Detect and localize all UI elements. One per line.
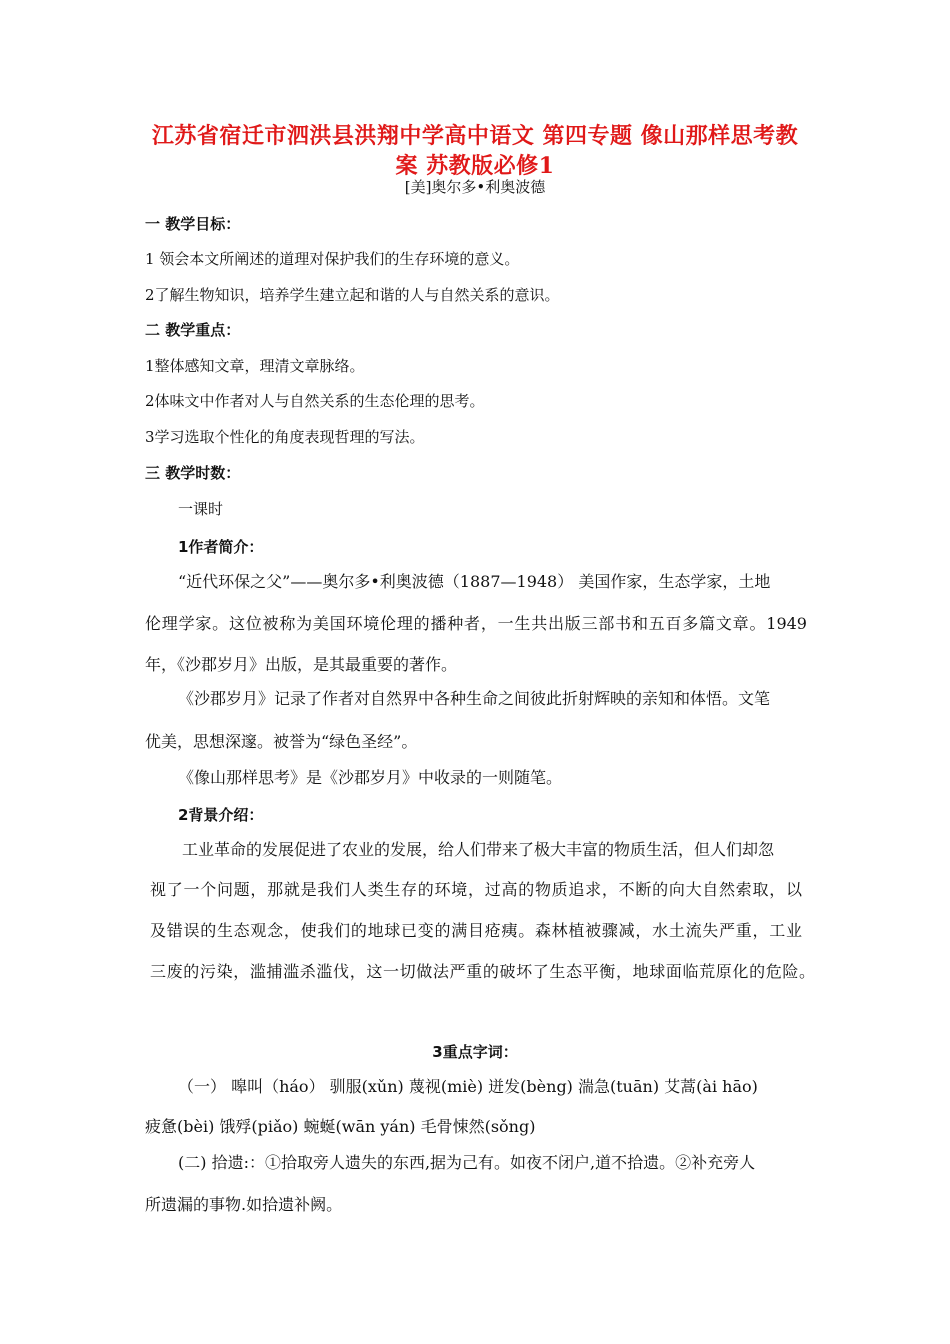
key-words-line: (二) 拾遗:：①拾取旁人遗失的东西,据为己有。如夜不闭户,道不拾遗。②补充旁人: [178, 1153, 756, 1172]
key-point-item: 1整体感知文章，理清文章脉络。: [145, 357, 365, 375]
key-words-heading: 3重点字词：: [432, 1043, 518, 1061]
author-intro-heading: 1作者简介：: [178, 538, 264, 556]
background-line: 及错误的生态观念，使我们的地球已变的满目疮痍。森林植被骤减，水土流失严重，工业: [150, 921, 802, 940]
background-line: 工业革命的发展促进了农业的发展，给人们带来了极大丰富的物质生活，但人们却忽: [182, 840, 775, 859]
author-intro-line: 《像山那样思考》是《沙郡岁月》中收录的一则随笔。: [178, 768, 563, 787]
author-intro-line: 《沙郡岁月》记录了作者对自然界中各种生命之间彼此折射辉映的亲知和体悟。文笔: [178, 689, 771, 708]
background-heading: 2背景介绍：: [178, 806, 264, 824]
key-point-item: 2体味文中作者对人与自然关系的生态伦理的思考。: [145, 392, 485, 410]
key-words-line: 所遗漏的事物.如拾遗补阙。: [145, 1195, 343, 1214]
objective-item: 2了解生物知识，培养学生建立起和谐的人与自然关系的意识。: [145, 286, 560, 304]
author-intro-line: “近代环保之父”——奥尔多•利奥波德（1887—1948） 美国作家，生态学家，土地: [178, 572, 771, 591]
section-heading-key-points: 二 教学重点：: [145, 321, 241, 339]
background-line: 视了一个问题，那就是我们人类生存的环境，过高的物质追求，不断的向大自然索取，以: [150, 880, 802, 899]
key-words-line: （一） 嗥叫（háo） 驯服(xǔn) 蔑视(miè) 迸发(bèng) 湍急(tuān) 艾蒿(ài hāo): [178, 1077, 758, 1096]
author-intro-line: 优美，思想深邃。被誉为“绿色圣经”。: [145, 732, 418, 751]
document-title-line1: 江苏省宿迁市泗洪县洪翔中学高中语文 第四专题 像山那样思考教: [151, 123, 799, 149]
document-title-line2: 案 苏教版必修1: [395, 153, 555, 179]
author-intro-line: 伦理学家。这位被称为美国环境伦理的播种者，一生共出版三部书和五百多篇文章。1949: [145, 614, 807, 633]
class-hours-text: 一课时: [178, 500, 224, 518]
section-heading-objectives: 一 教学目标：: [145, 215, 241, 233]
author-intro-line: 年，《沙郡岁月》出版，是其最重要的著作。: [145, 655, 458, 674]
key-words-line: 疲惫(bèi) 饿殍(piǎo) 蜿蜒(wān yán) 毛骨悚然(sǒng): [145, 1117, 536, 1136]
objective-item: 1 领会本文所阐述的道理对保护我们的生存环境的意义。: [145, 250, 520, 268]
key-point-item: 3学习选取个性化的角度表现哲理的写法。: [145, 428, 425, 446]
author-byline: [美]奥尔多•利奥波德: [404, 178, 546, 196]
background-line: 三废的污染，滥捕滥杀滥伐，这一切做法严重的破坏了生态平衡，地球面临荒原化的危险。: [150, 962, 815, 981]
section-heading-hours: 三 教学时数：: [145, 464, 241, 482]
